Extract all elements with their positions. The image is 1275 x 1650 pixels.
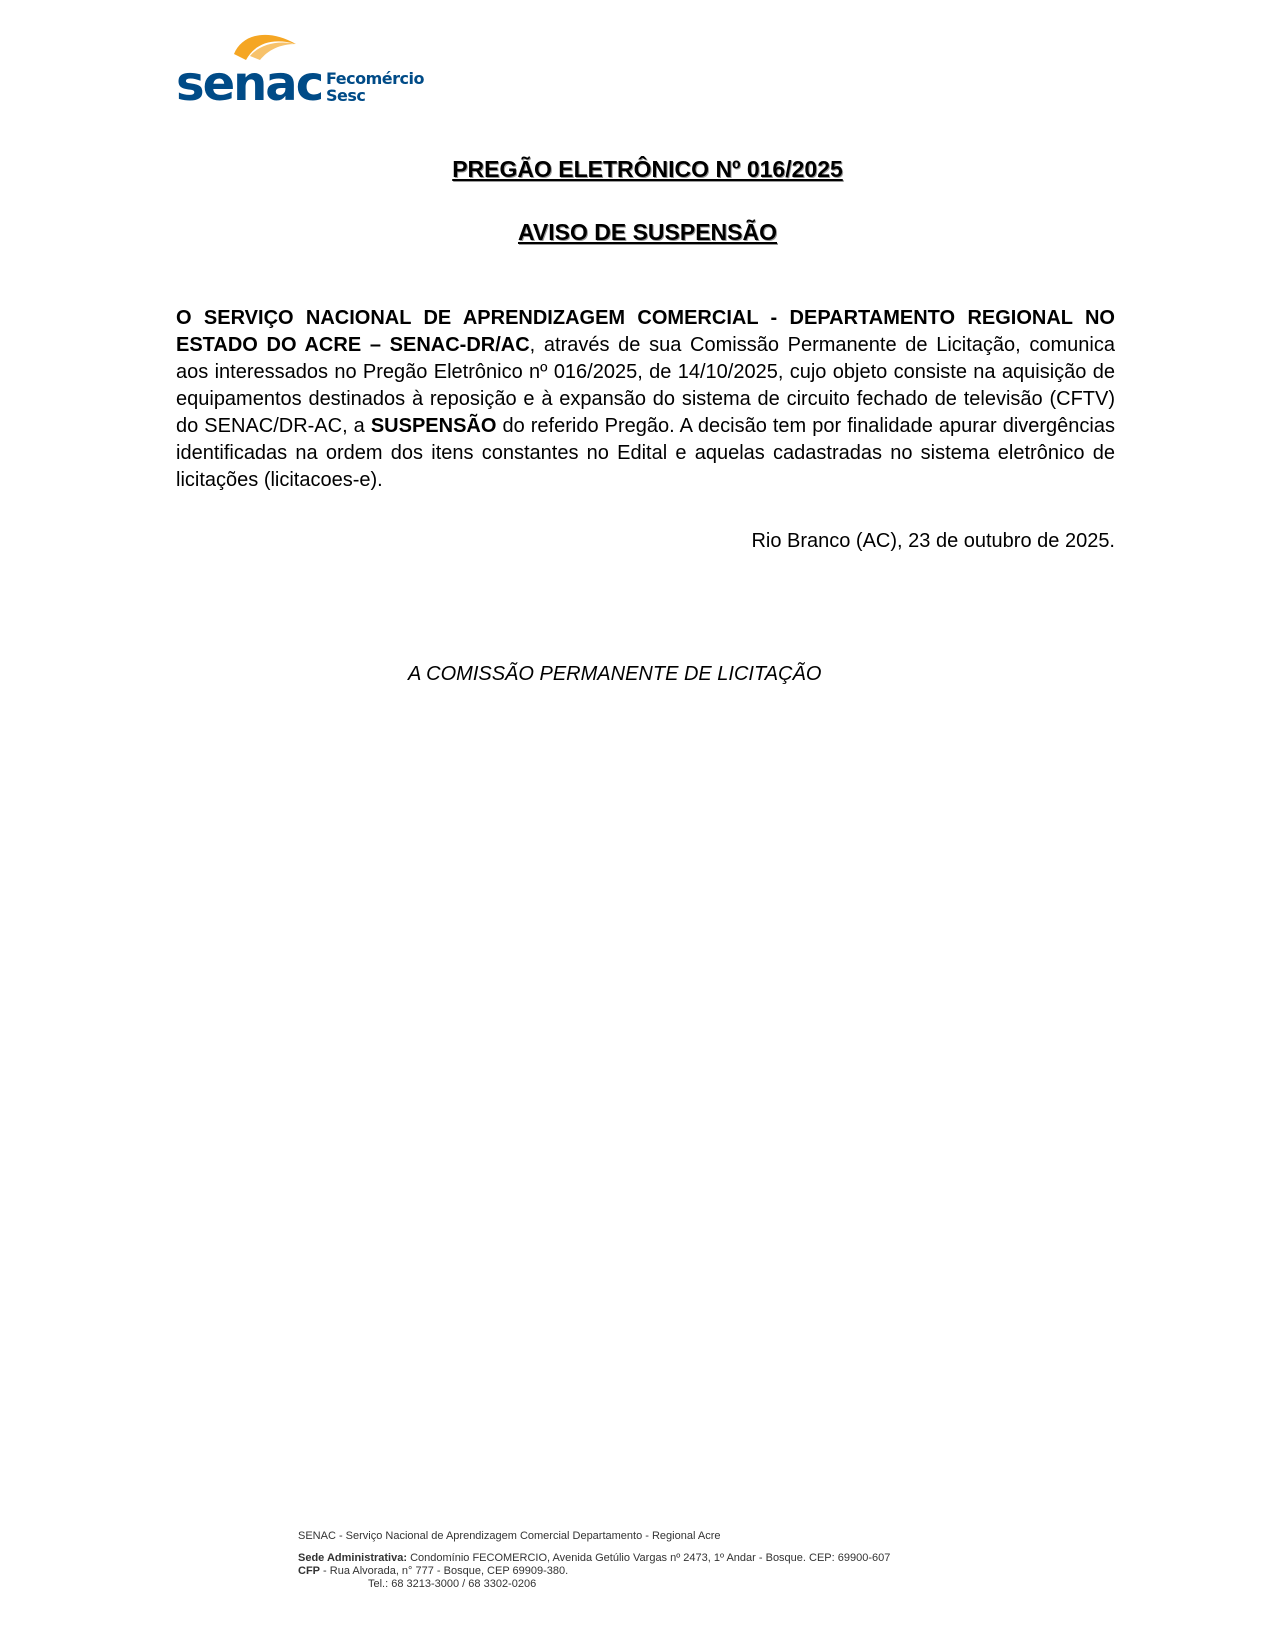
partner-logo-text [326, 70, 424, 104]
document-subtitle: AVISO DE SUSPENSÃO [517, 219, 778, 245]
fecomercio-label: Fecomércio [326, 69, 424, 88]
footer-cfp-label: CFP [298, 1565, 320, 1577]
notice-text-part1: , através de sua Comissão Permanente de Licitação, comunica aos interessados no Pregão Eletrônico nº 016/2025, de 14/10/2025, cujo objeto consiste na aquisição de equipamentos destinados à reposição e à expansão do sistema de circuito fechado de televisão (CFTV) do SENAC/DR-AC, a [176, 334, 1115, 437]
footer-sede-text: Condomínio FECOMERCIO, Avenida Getúlio Vargas nº 2473, 1º Andar - Bosque. CEP: 69900-607 [407, 1552, 891, 1564]
signature: A COMISSÃO PERMANENTE DE LICITAÇÃO [408, 663, 822, 685]
footer-org-line: SENAC - Serviço Nacional de Aprendizagem Comercial Departamento - Regional Acre [298, 1530, 721, 1542]
footer-cfp-row [298, 1565, 890, 1578]
footer-sede-label: Sede Administrativa: [298, 1552, 408, 1564]
sesc-label: Sesc [326, 86, 366, 105]
senac-logo [176, 26, 436, 116]
notice-text-part2: do referido Pregão. A decisão tem por finalidade apurar divergências identificadas na ordem dos itens constantes no Edital e aquelas cadastradas no sistema eletrônico de licitações (licitacoes-e). [176, 415, 1115, 491]
document-title: PREGÃO ELETRÔNICO Nº 016/2025 [452, 156, 843, 182]
date-line: Rio Branco (AC), 23 de outubro de 2025. [751, 530, 1115, 552]
page-footer [298, 1530, 890, 1591]
notice-body [176, 305, 1115, 494]
footer-cfp-text: - Rua Alvorada, n° 777 - Bosque, CEP 69909-380. [320, 1565, 569, 1577]
footer-tel: Tel.: 68 3213-3000 / 68 3302-0206 [368, 1578, 537, 1590]
notice-suspension-bold: SUSPENSÃO [370, 415, 497, 437]
notice-intro-bold: O SERVIÇO NACIONAL DE APRENDIZAGEM COMERCIAL - DEPARTAMENTO REGIONAL NO ESTADO DO ACRE – SENAC-DR/AC [176, 307, 1115, 356]
footer-sede-row [298, 1552, 890, 1565]
senac-wordmark: senac [176, 56, 323, 112]
